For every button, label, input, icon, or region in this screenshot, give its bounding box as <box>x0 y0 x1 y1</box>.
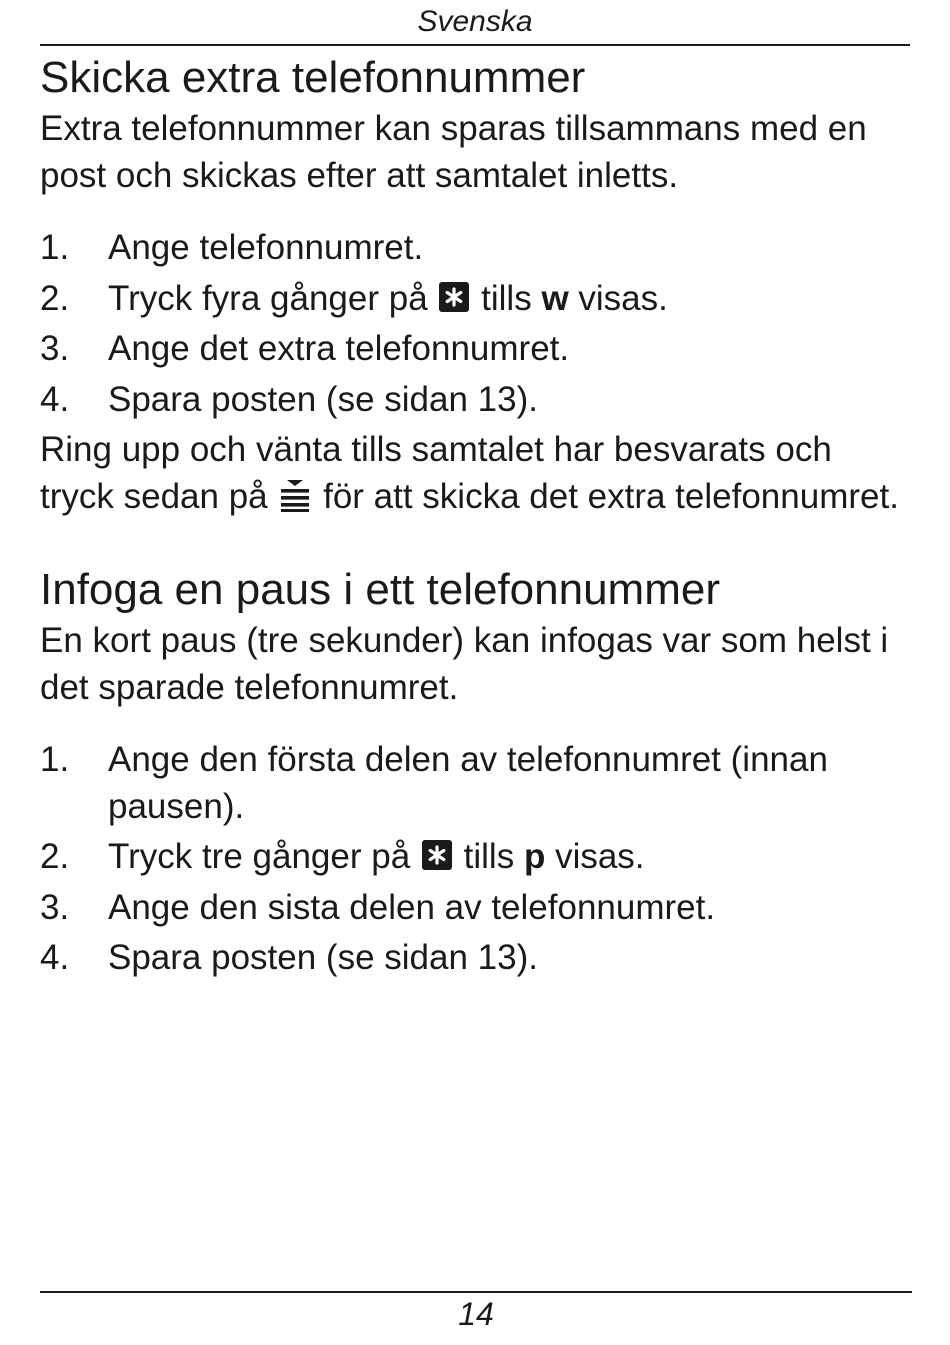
pause-char-p: p <box>523 837 546 876</box>
followup-text-pre: Ring upp och vänta tills samtalet har besvarats och tryck sedan på <box>40 430 832 516</box>
steps-insert-pause <box>40 737 910 982</box>
step-text-mid: tills <box>463 837 515 876</box>
footer-divider <box>40 1291 912 1293</box>
list-item <box>40 326 910 373</box>
section-followup-extra-numbers <box>40 427 910 520</box>
list-item <box>40 834 910 881</box>
steps-extra-numbers <box>40 225 910 423</box>
step-text-pre: Tryck tre gånger på <box>108 837 411 876</box>
list-item <box>40 885 910 932</box>
step-text-pre: Tryck fyra gånger på <box>108 278 428 318</box>
star-key-icon <box>422 840 452 870</box>
step-text: Ange det extra telefonnumret. <box>108 329 570 368</box>
section-title-insert-pause: Infoga en paus i ett telefonnummer <box>40 565 720 614</box>
page-content <box>40 50 910 986</box>
step-text-post: visas. <box>555 837 645 876</box>
step-text: Ange den första delen av telefonnumret (innan pausen). <box>108 740 828 826</box>
step-number: 4. <box>40 379 70 419</box>
step-text: Ange den sista delen av telefonnumret. <box>108 887 716 927</box>
step-text: Ange telefonnumret. <box>108 228 424 267</box>
step-text: Spara posten (se sidan 13). <box>108 938 538 977</box>
section-intro-extra-numbers: Extra telefonnummer kan sparas tillsammans med en post och skickas efter att samtalet inletts. <box>40 109 867 195</box>
star-key-icon <box>439 282 469 312</box>
list-item <box>40 276 910 323</box>
step-text: Spara posten (se sidan 13). <box>108 379 538 419</box>
pause-char-w: w <box>541 278 569 318</box>
step-number: 2. <box>40 278 70 318</box>
step-number: 1. <box>40 228 70 267</box>
section-intro-insert-pause: En kort paus (tre sekunder) kan infogas var som helst i det sparade telefonnumret. <box>40 621 889 707</box>
header-divider <box>40 44 910 46</box>
list-item <box>40 377 910 424</box>
page-number: 14 <box>458 1296 494 1332</box>
step-number: 3. <box>40 329 70 368</box>
followup-text-post: för att skicka det extra telefonnumret. <box>323 476 899 516</box>
section-title-extra-numbers: Skicka extra telefonnummer <box>40 53 586 102</box>
step-number: 1. <box>40 740 70 779</box>
list-item <box>40 225 910 272</box>
menu-key-icon <box>279 478 311 512</box>
step-number: 3. <box>40 887 70 927</box>
step-text-post: visas. <box>578 278 668 318</box>
step-number: 4. <box>40 938 70 977</box>
step-number: 2. <box>40 837 70 876</box>
list-item <box>40 935 910 982</box>
list-item <box>40 737 910 830</box>
page-header-language: Svenska <box>417 5 533 38</box>
step-text-mid: tills <box>481 278 532 318</box>
